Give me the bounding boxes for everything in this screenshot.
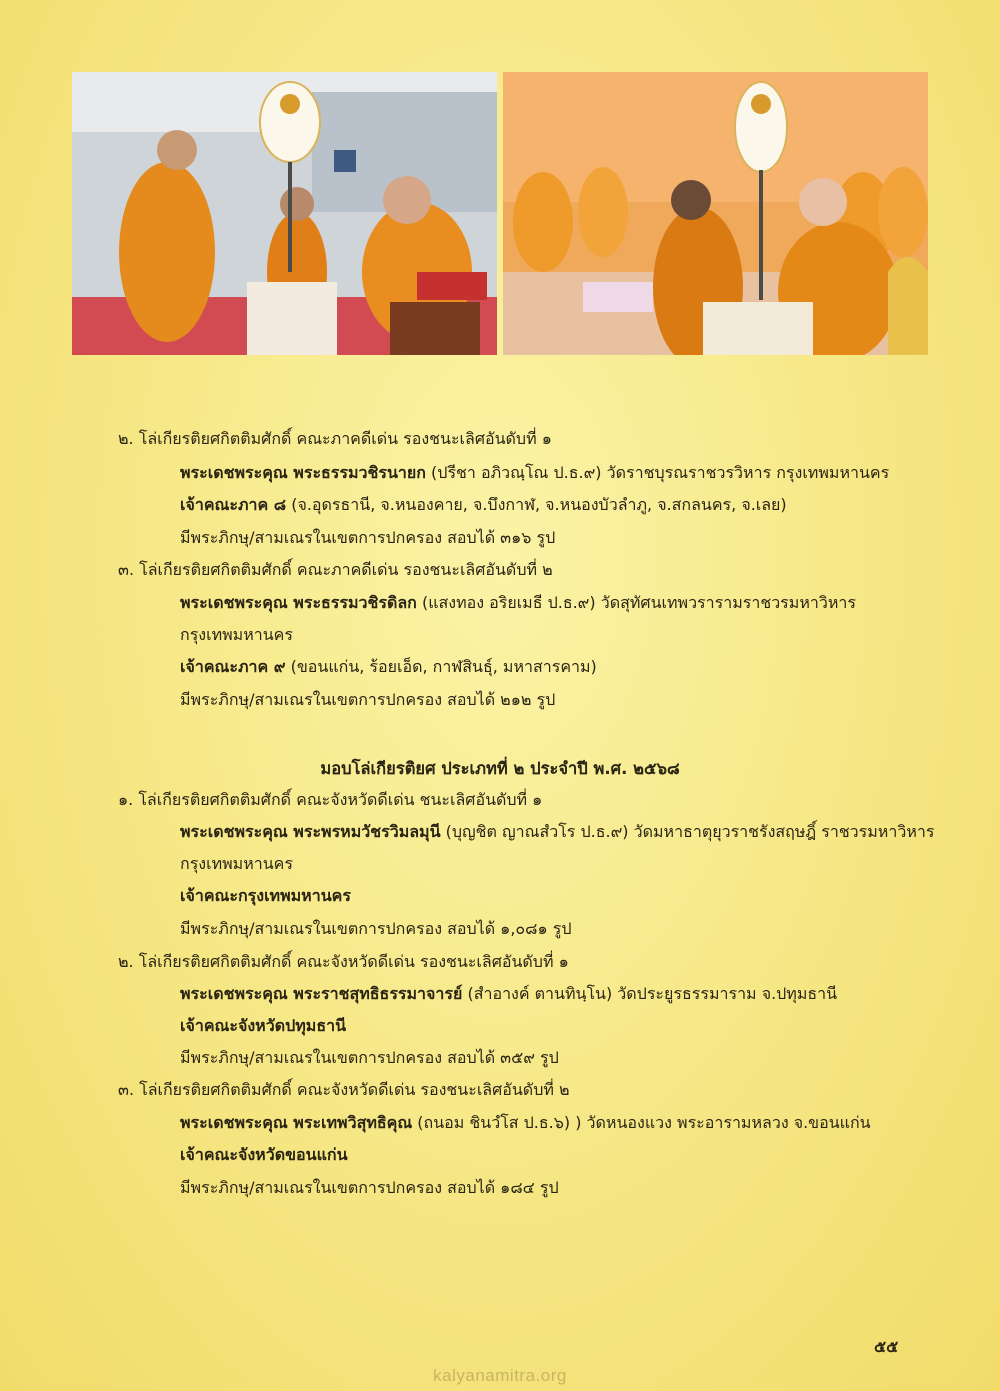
item-heading: ๓. โล่เกียรติยศกิตติมศักดิ์ คณะจังหวัดดีเด่น รองชนะเลิศอันดับที่ ๒	[118, 1080, 570, 1099]
awardee-stat: มีพระภิกษุ/สามเณรในเขตการปกครอง สอบได้ ๒๑๒ รูป	[180, 690, 556, 709]
awardee-role: เจ้าคณะกรุงเทพมหานคร	[180, 886, 351, 905]
awardee-role: เจ้าคณะจังหวัดปทุมธานี	[180, 1016, 347, 1035]
page-number: ๕๕	[874, 1337, 899, 1356]
awardee-title: พระเดชพระคุณ พระเทพวิสุทธิคุณ (ถนอม ชินวํโส ป.ธ.๖) ) วัดหนองแวง พระอารามหลวง จ.ขอนแก่น	[180, 1113, 871, 1132]
awardee-stat: มีพระภิกษุ/สามเณรในเขตการปกครอง สอบได้ ๓๕๙ รูป	[180, 1048, 559, 1067]
ceremony-photo-right	[503, 72, 928, 355]
awardee-title: พระเดชพระคุณ พระธรรมวชิรนายก (ปรีชา อภิวณฺโณ ป.ธ.๙) วัดราชบุรณราชวรวิหาร กรุงเทพมหานคร	[180, 463, 890, 482]
awardee-role: เจ้าคณะภาค ๙ (ขอนแก่น, ร้อยเอ็ด, กาฬสินธุ์, มหาสารคาม)	[180, 657, 597, 676]
watermark: kalyanamitra.org	[433, 1366, 567, 1385]
awardee-title: พระเดชพระคุณ พระราชสุทธิธรรมาจารย์ (สำอางค์ ตานทินฺโน) วัดประยูรธรรมาราม จ.ปทุมธานี	[180, 984, 838, 1003]
item-heading: ๒. โล่เกียรติยศกิตติมศักดิ์ คณะภาคดีเด่น รองชนะเลิศอันดับที่ ๑	[118, 429, 552, 448]
awardee-title-cont: กรุงเทพมหานคร	[180, 854, 293, 873]
awardee-role: เจ้าคณะจังหวัดขอนแก่น	[180, 1145, 348, 1164]
awardee-title: พระเดชพระคุณ พระธรรมวชิรดิลก (แสงทอง อริยเมธี ป.ธ.๙) วัดสุทัศนเทพวรารามราชวรมหาวิหาร	[180, 593, 856, 612]
awardee-title: พระเดชพระคุณ พระพรหมวัชรวิมลมุนี (บุญชิต ญาณสํวโร ป.ธ.๙) วัดมหาธาตุยุวราชรังสฤษฎิ์ ราชวรมหาวิหาร	[180, 822, 935, 841]
awardee-title-cont: กรุงเทพมหานคร	[180, 625, 293, 644]
item-heading: ๒. โล่เกียรติยศกิตติมศักดิ์ คณะจังหวัดดีเด่น รองชนะเลิศอันดับที่ ๑	[118, 952, 569, 971]
awardee-stat: มีพระภิกษุ/สามเณรในเขตการปกครอง สอบได้ ๓๑๖ รูป	[180, 528, 556, 547]
awardee-stat: มีพระภิกษุ/สามเณรในเขตการปกครอง สอบได้ ๑,๐๘๑ รูป	[180, 919, 572, 938]
awardee-stat: มีพระภิกษุ/สามเณรในเขตการปกครอง สอบได้ ๑๘๔ รูป	[180, 1178, 559, 1197]
section-heading: มอบโล่เกียรติยศ ประเภทที่ ๒ ประจำปี พ.ศ. ๒๕๖๘	[320, 759, 680, 778]
item-heading: ๑. โล่เกียรติยศกิตติมศักดิ์ คณะจังหวัดดีเด่น ชนะเลิศอันดับที่ ๑	[118, 790, 543, 809]
awardee-role: เจ้าคณะภาค ๘ (จ.อุดรธานี, จ.หนองคาย, จ.บึงกาฬ, จ.หนองบัวลำภู, จ.สกลนคร, จ.เลย)	[180, 495, 787, 514]
ceremony-photo-left	[72, 72, 497, 355]
item-heading: ๓. โล่เกียรติยศกิตติมศักดิ์ คณะภาคดีเด่น รองชนะเลิศอันดับที่ ๒	[118, 560, 553, 579]
